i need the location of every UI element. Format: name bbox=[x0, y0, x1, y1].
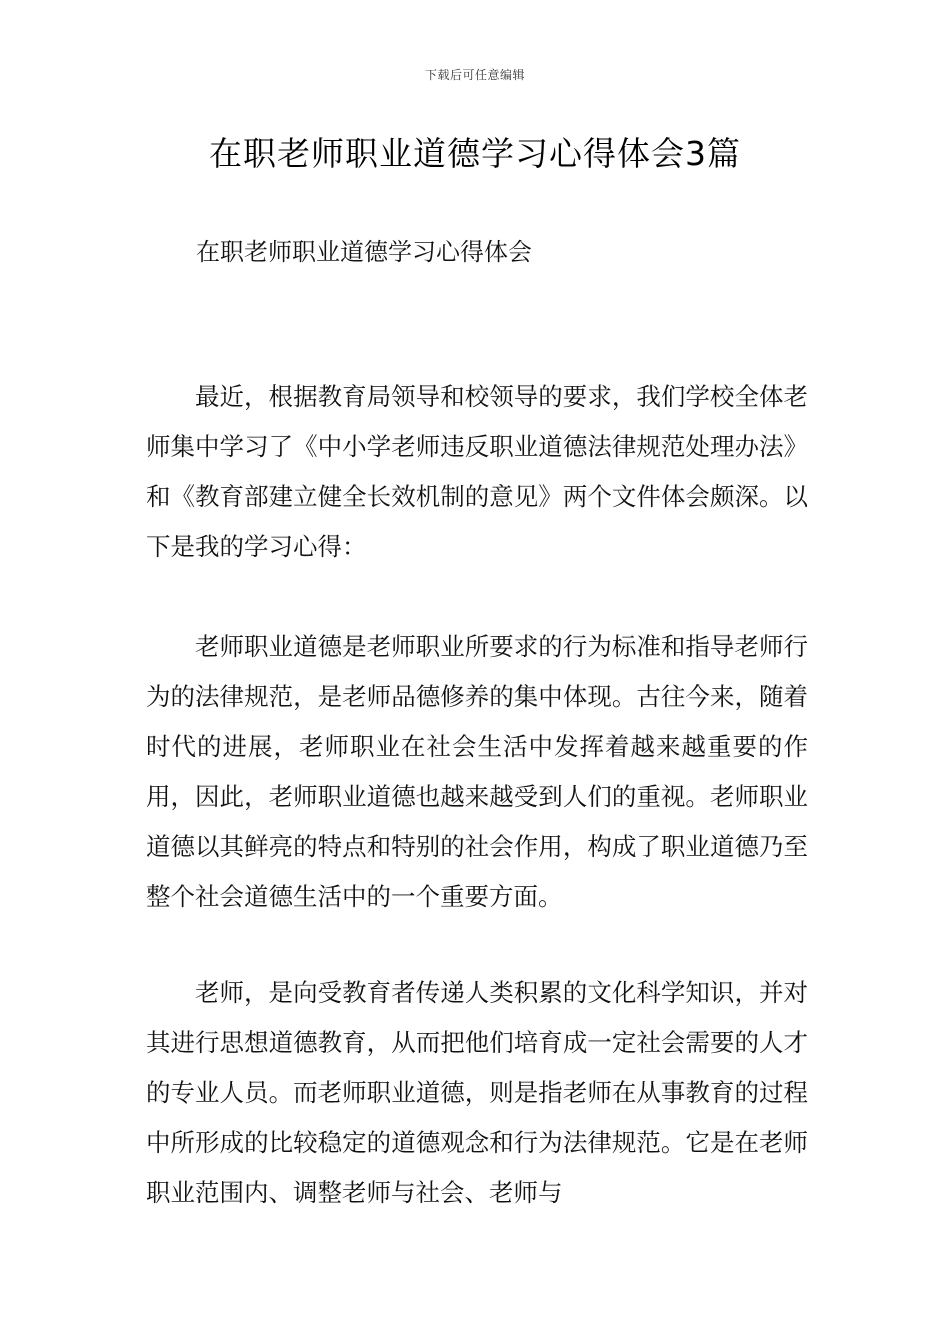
paragraph-1: 最近，根据教育局领导和校领导的要求，我们学校全体老师集中学习了《中小学老师违反职业道德法律规范处理办法》和《教育部建立健全长效机制的意见》两个文件体会颇深。以下是我的学习心得： bbox=[146, 382, 808, 561]
document-title: 在职老师职业道德学习心得体会3篇 bbox=[209, 134, 741, 173]
paragraph-3: 老师，是向受教育者传递人类积累的文化科学知识，并对其进行思想道德教育，从而把他们培育成一定社会需要的人才的专业人员。而老师职业道德，则是指老师在从事教育的过程中所形成的比较稳定的道德观念和行为法律规范。它是在老师职业范围内、调整老师与社会、老师与 bbox=[146, 978, 808, 1207]
paragraph-2: 老师职业道德是老师职业所要求的行为标准和指导老师行为的法律规范，是老师品德修养的集中体现。古往今来，随着时代的进展，老师职业在社会生活中发挥着越来越重要的作用，因此，老师职业道德也越来越受到人们的重视。老师职业道德以其鲜亮的特点和特别的社会作用，构成了职业道德乃至整个社会道德生活中的一个重要方面。 bbox=[146, 632, 808, 911]
header-note: 下载后可任意编辑 bbox=[424, 68, 525, 82]
section-subtitle: 在职老师职业道德学习心得体会 bbox=[196, 238, 532, 266]
